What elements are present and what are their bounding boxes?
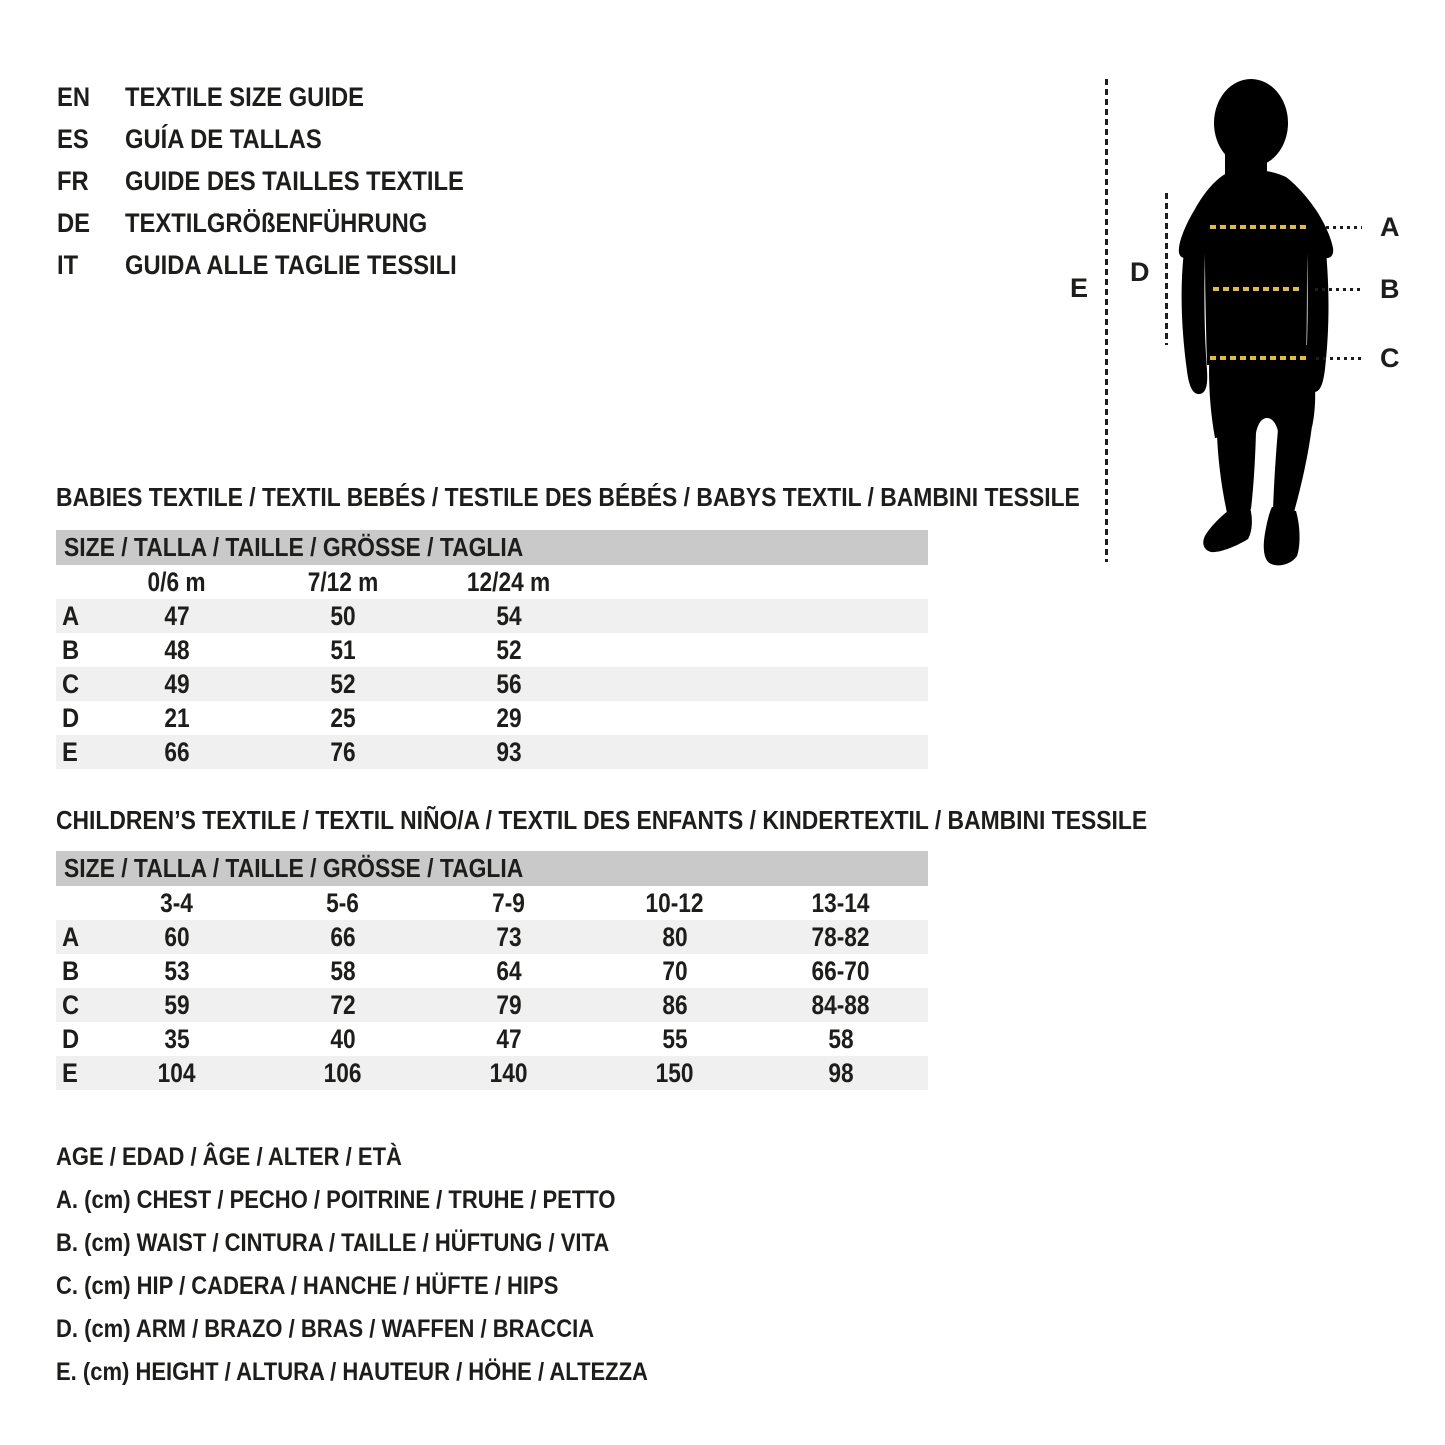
language-code	[57, 82, 125, 113]
column-header	[260, 888, 426, 919]
table-cell	[260, 1058, 426, 1089]
language-title	[125, 166, 510, 197]
table-cell-text: 64	[496, 955, 522, 986]
table-cell-text: 72	[330, 989, 356, 1020]
column-header	[94, 567, 260, 598]
table-cell	[758, 956, 924, 987]
table-cell	[426, 990, 592, 1021]
legend-line-age	[56, 1136, 729, 1179]
table-row-D	[56, 701, 928, 735]
language-code-text: IT	[57, 249, 79, 280]
hip-measure-dash-C	[1210, 356, 1306, 360]
table-cell	[426, 737, 592, 768]
table-cell-text: 66-70	[811, 955, 871, 986]
table-cell	[426, 669, 592, 700]
language-code	[57, 250, 125, 281]
language-code	[57, 166, 125, 197]
table-cell-text: 106	[324, 1057, 362, 1088]
table-row-A	[56, 920, 928, 954]
table-cell-text: 58	[828, 1023, 854, 1054]
row-label-spacer	[56, 567, 94, 598]
legend-line-arm	[56, 1308, 729, 1351]
table-cell-text: 79	[496, 989, 522, 1020]
table-cell-text: 47	[164, 600, 190, 631]
table-cell-text: 50	[330, 600, 356, 631]
row-label	[56, 669, 94, 700]
babies-section-title	[56, 482, 1219, 513]
legend-line-height	[56, 1351, 729, 1394]
table-cell-text: 55	[662, 1023, 688, 1054]
legend-line-text: AGE / EDAD / ÂGE / ALTER / ETÀ	[56, 1143, 402, 1171]
table-row-C	[56, 667, 928, 701]
language-title-text: GUÍA DE TALLAS	[125, 123, 322, 154]
column-header	[592, 888, 758, 919]
table-cell-text: 80	[662, 921, 688, 952]
language-code	[57, 124, 125, 155]
language-row	[57, 160, 510, 202]
table-cell	[592, 1024, 758, 1055]
babies-section-title-text: BABIES TEXTILE / TEXTIL BEBÉS / TESTILE DES BÉBÉS / BABYS TEXTIL / BAMBINI TESSILE	[56, 482, 1080, 512]
table-cell	[260, 956, 426, 987]
column-header	[94, 888, 260, 919]
chest-measure-dash-A	[1210, 225, 1306, 229]
table-cell	[592, 922, 758, 953]
table-cell	[260, 635, 426, 666]
waist-measure-dash-B	[1213, 287, 1299, 291]
table-cell	[94, 1024, 260, 1055]
table-cell	[94, 669, 260, 700]
row-label-text: B	[62, 634, 80, 665]
legend-line-text: B. (cm) WAIST / CINTURA / TAILLE / HÜFTUNG / VITA	[56, 1229, 610, 1257]
table-row-B	[56, 954, 928, 988]
table-row-A	[56, 599, 928, 633]
table-row-C	[56, 988, 928, 1022]
row-label-text: E	[62, 736, 78, 767]
row-label	[56, 956, 94, 987]
table-cell-text: 84-88	[811, 989, 871, 1020]
row-label	[56, 1024, 94, 1055]
chest-measure-dots-A	[1326, 226, 1362, 229]
legend-line-hip	[56, 1265, 729, 1308]
language-code-text: DE	[57, 207, 91, 238]
table-cell-text: 66	[164, 736, 190, 767]
table-cell-text: 59	[164, 989, 190, 1020]
table-cell	[94, 601, 260, 632]
table-cell-text: 29	[496, 702, 522, 733]
table-cell	[94, 1058, 260, 1089]
language-header	[57, 76, 510, 286]
table-cell-text: 48	[164, 634, 190, 665]
table-cell	[426, 1024, 592, 1055]
language-title	[125, 82, 397, 113]
row-label-text: A	[62, 921, 80, 952]
language-title	[125, 250, 502, 281]
column-header	[260, 567, 426, 598]
row-label	[56, 601, 94, 632]
column-header-text: 13-14	[811, 887, 871, 918]
column-header-text: 7-9	[492, 887, 526, 918]
language-code-text: EN	[57, 81, 91, 112]
row-label	[56, 737, 94, 768]
table-cell-text: 25	[330, 702, 356, 733]
legend-line-chest	[56, 1179, 729, 1222]
table-cell-text: 66	[330, 921, 356, 952]
language-title-text: GUIDE DES TAILLES TEXTILE	[125, 165, 464, 196]
table-cell-text: 35	[164, 1023, 190, 1054]
table-cell-text: 52	[330, 668, 356, 699]
column-header-text: 7/12 m	[307, 566, 379, 597]
babies-size-table	[56, 530, 928, 769]
column-header-text: 5-6	[326, 887, 360, 918]
measurement-legend	[56, 1136, 729, 1394]
table-row-E	[56, 735, 928, 769]
table-cell	[260, 669, 426, 700]
language-row	[57, 244, 510, 286]
row-label-text: B	[62, 955, 80, 986]
hip-measure-dots-C	[1316, 357, 1362, 360]
table-cell	[260, 1024, 426, 1055]
table-row-D	[56, 1022, 928, 1056]
measure-label-E: E	[1070, 273, 1089, 303]
row-label-text: D	[62, 1023, 80, 1054]
table-cell	[592, 956, 758, 987]
row-label-text: D	[62, 702, 80, 733]
table-cell	[94, 922, 260, 953]
childrens-section-title	[56, 805, 1296, 836]
table-cell	[426, 703, 592, 734]
table-column-header-row	[56, 565, 928, 599]
table-cell-text: 49	[164, 668, 190, 699]
table-cell	[758, 1024, 924, 1055]
arm-measure-line-D	[1165, 193, 1168, 345]
column-header	[426, 888, 592, 919]
table-cell-text: 21	[164, 702, 190, 733]
table-cell-text: 76	[330, 736, 356, 767]
row-label-text: C	[62, 668, 80, 699]
row-label-spacer	[56, 888, 94, 919]
language-row	[57, 76, 510, 118]
table-cell	[94, 990, 260, 1021]
table-cell-text: 104	[158, 1057, 196, 1088]
row-label-text: A	[62, 600, 80, 631]
measure-label-A: A	[1380, 212, 1400, 242]
row-label	[56, 922, 94, 953]
column-header-text: 10-12	[645, 887, 705, 918]
table-cell	[758, 1058, 924, 1089]
column-header-text: 3-4	[160, 887, 194, 918]
table-cell-text: 40	[330, 1023, 356, 1054]
table-size-header-text: SIZE / TALLA / TAILLE / GRÖSSE / TAGLIA	[64, 532, 524, 562]
table-cell-text: 98	[828, 1057, 854, 1088]
table-row-E	[56, 1056, 928, 1090]
table-cell	[426, 1058, 592, 1089]
language-code-text: FR	[57, 165, 89, 196]
legend-line-waist	[56, 1222, 729, 1265]
table-row-B	[56, 633, 928, 667]
table-cell-text: 54	[496, 600, 522, 631]
table-size-header	[56, 851, 928, 886]
row-label-text: E	[62, 1057, 78, 1088]
table-cell	[592, 990, 758, 1021]
row-label	[56, 703, 94, 734]
legend-line-text: A. (cm) CHEST / PECHO / POITRINE / TRUHE / PETTO	[56, 1186, 616, 1214]
table-cell-text: 150	[656, 1057, 694, 1088]
childrens-section-title-text: CHILDREN’S TEXTILE / TEXTIL NIÑO/A / TEXTIL DES ENFANTS / KINDERTEXTIL / BAMBINI TESSILE	[56, 805, 1148, 835]
table-cell	[758, 990, 924, 1021]
measure-label-B: B	[1380, 274, 1400, 304]
table-cell-text: 52	[496, 634, 522, 665]
column-header-text: 12/24 m	[467, 566, 551, 597]
table-cell-text: 70	[662, 955, 688, 986]
language-title	[125, 124, 349, 155]
measure-label-D: D	[1130, 257, 1150, 287]
table-cell	[426, 635, 592, 666]
row-label	[56, 990, 94, 1021]
table-cell	[260, 703, 426, 734]
row-label	[56, 1058, 94, 1089]
table-size-header	[56, 530, 928, 565]
table-cell-text: 60	[164, 921, 190, 952]
table-cell	[94, 737, 260, 768]
table-cell-text: 93	[496, 736, 522, 767]
column-header	[426, 567, 592, 598]
table-cell-text: 140	[490, 1057, 528, 1088]
table-size-header-text: SIZE / TALLA / TAILLE / GRÖSSE / TAGLIA	[64, 853, 524, 883]
language-row	[57, 202, 510, 244]
legend-line-text: C. (cm) HIP / CADERA / HANCHE / HÜFTE / HIPS	[56, 1272, 559, 1300]
table-cell	[260, 990, 426, 1021]
language-row	[57, 118, 510, 160]
childrens-size-table	[56, 851, 928, 1090]
table-cell	[758, 922, 924, 953]
table-cell-text: 58	[330, 955, 356, 986]
table-cell-text: 56	[496, 668, 522, 699]
table-cell	[426, 956, 592, 987]
table-cell-text: 53	[164, 955, 190, 986]
row-label-text: C	[62, 989, 80, 1020]
waist-measure-dots-B	[1315, 288, 1362, 291]
measure-label-C: C	[1380, 343, 1400, 373]
table-cell	[94, 635, 260, 666]
language-title	[125, 208, 469, 239]
column-header	[758, 888, 924, 919]
language-title-text: GUIDA ALLE TAGLIE TESSILI	[125, 249, 457, 280]
column-header-text: 0/6 m	[147, 566, 206, 597]
table-cell	[94, 703, 260, 734]
table-cell	[260, 737, 426, 768]
table-column-header-row	[56, 886, 928, 920]
table-cell-text: 86	[662, 989, 688, 1020]
table-cell	[426, 922, 592, 953]
table-cell	[94, 956, 260, 987]
table-cell	[260, 601, 426, 632]
language-title-text: TEXTILE SIZE GUIDE	[125, 81, 364, 112]
language-title-text: TEXTILGRÖßENFÜHRUNG	[125, 207, 428, 238]
table-cell-text: 78-82	[811, 921, 871, 952]
table-cell	[426, 601, 592, 632]
table-cell-text: 47	[496, 1023, 522, 1054]
table-cell	[592, 1058, 758, 1089]
row-label	[56, 635, 94, 666]
table-cell-text: 51	[330, 634, 356, 665]
language-code	[57, 208, 125, 239]
legend-line-text: E. (cm) HEIGHT / ALTURA / HAUTEUR / HÖHE / ALTEZZA	[56, 1358, 648, 1386]
legend-line-text: D. (cm) ARM / BRAZO / BRAS / WAFFEN / BRACCIA	[56, 1315, 595, 1343]
language-code-text: ES	[57, 123, 89, 154]
table-cell	[260, 922, 426, 953]
table-cell-text: 73	[496, 921, 522, 952]
